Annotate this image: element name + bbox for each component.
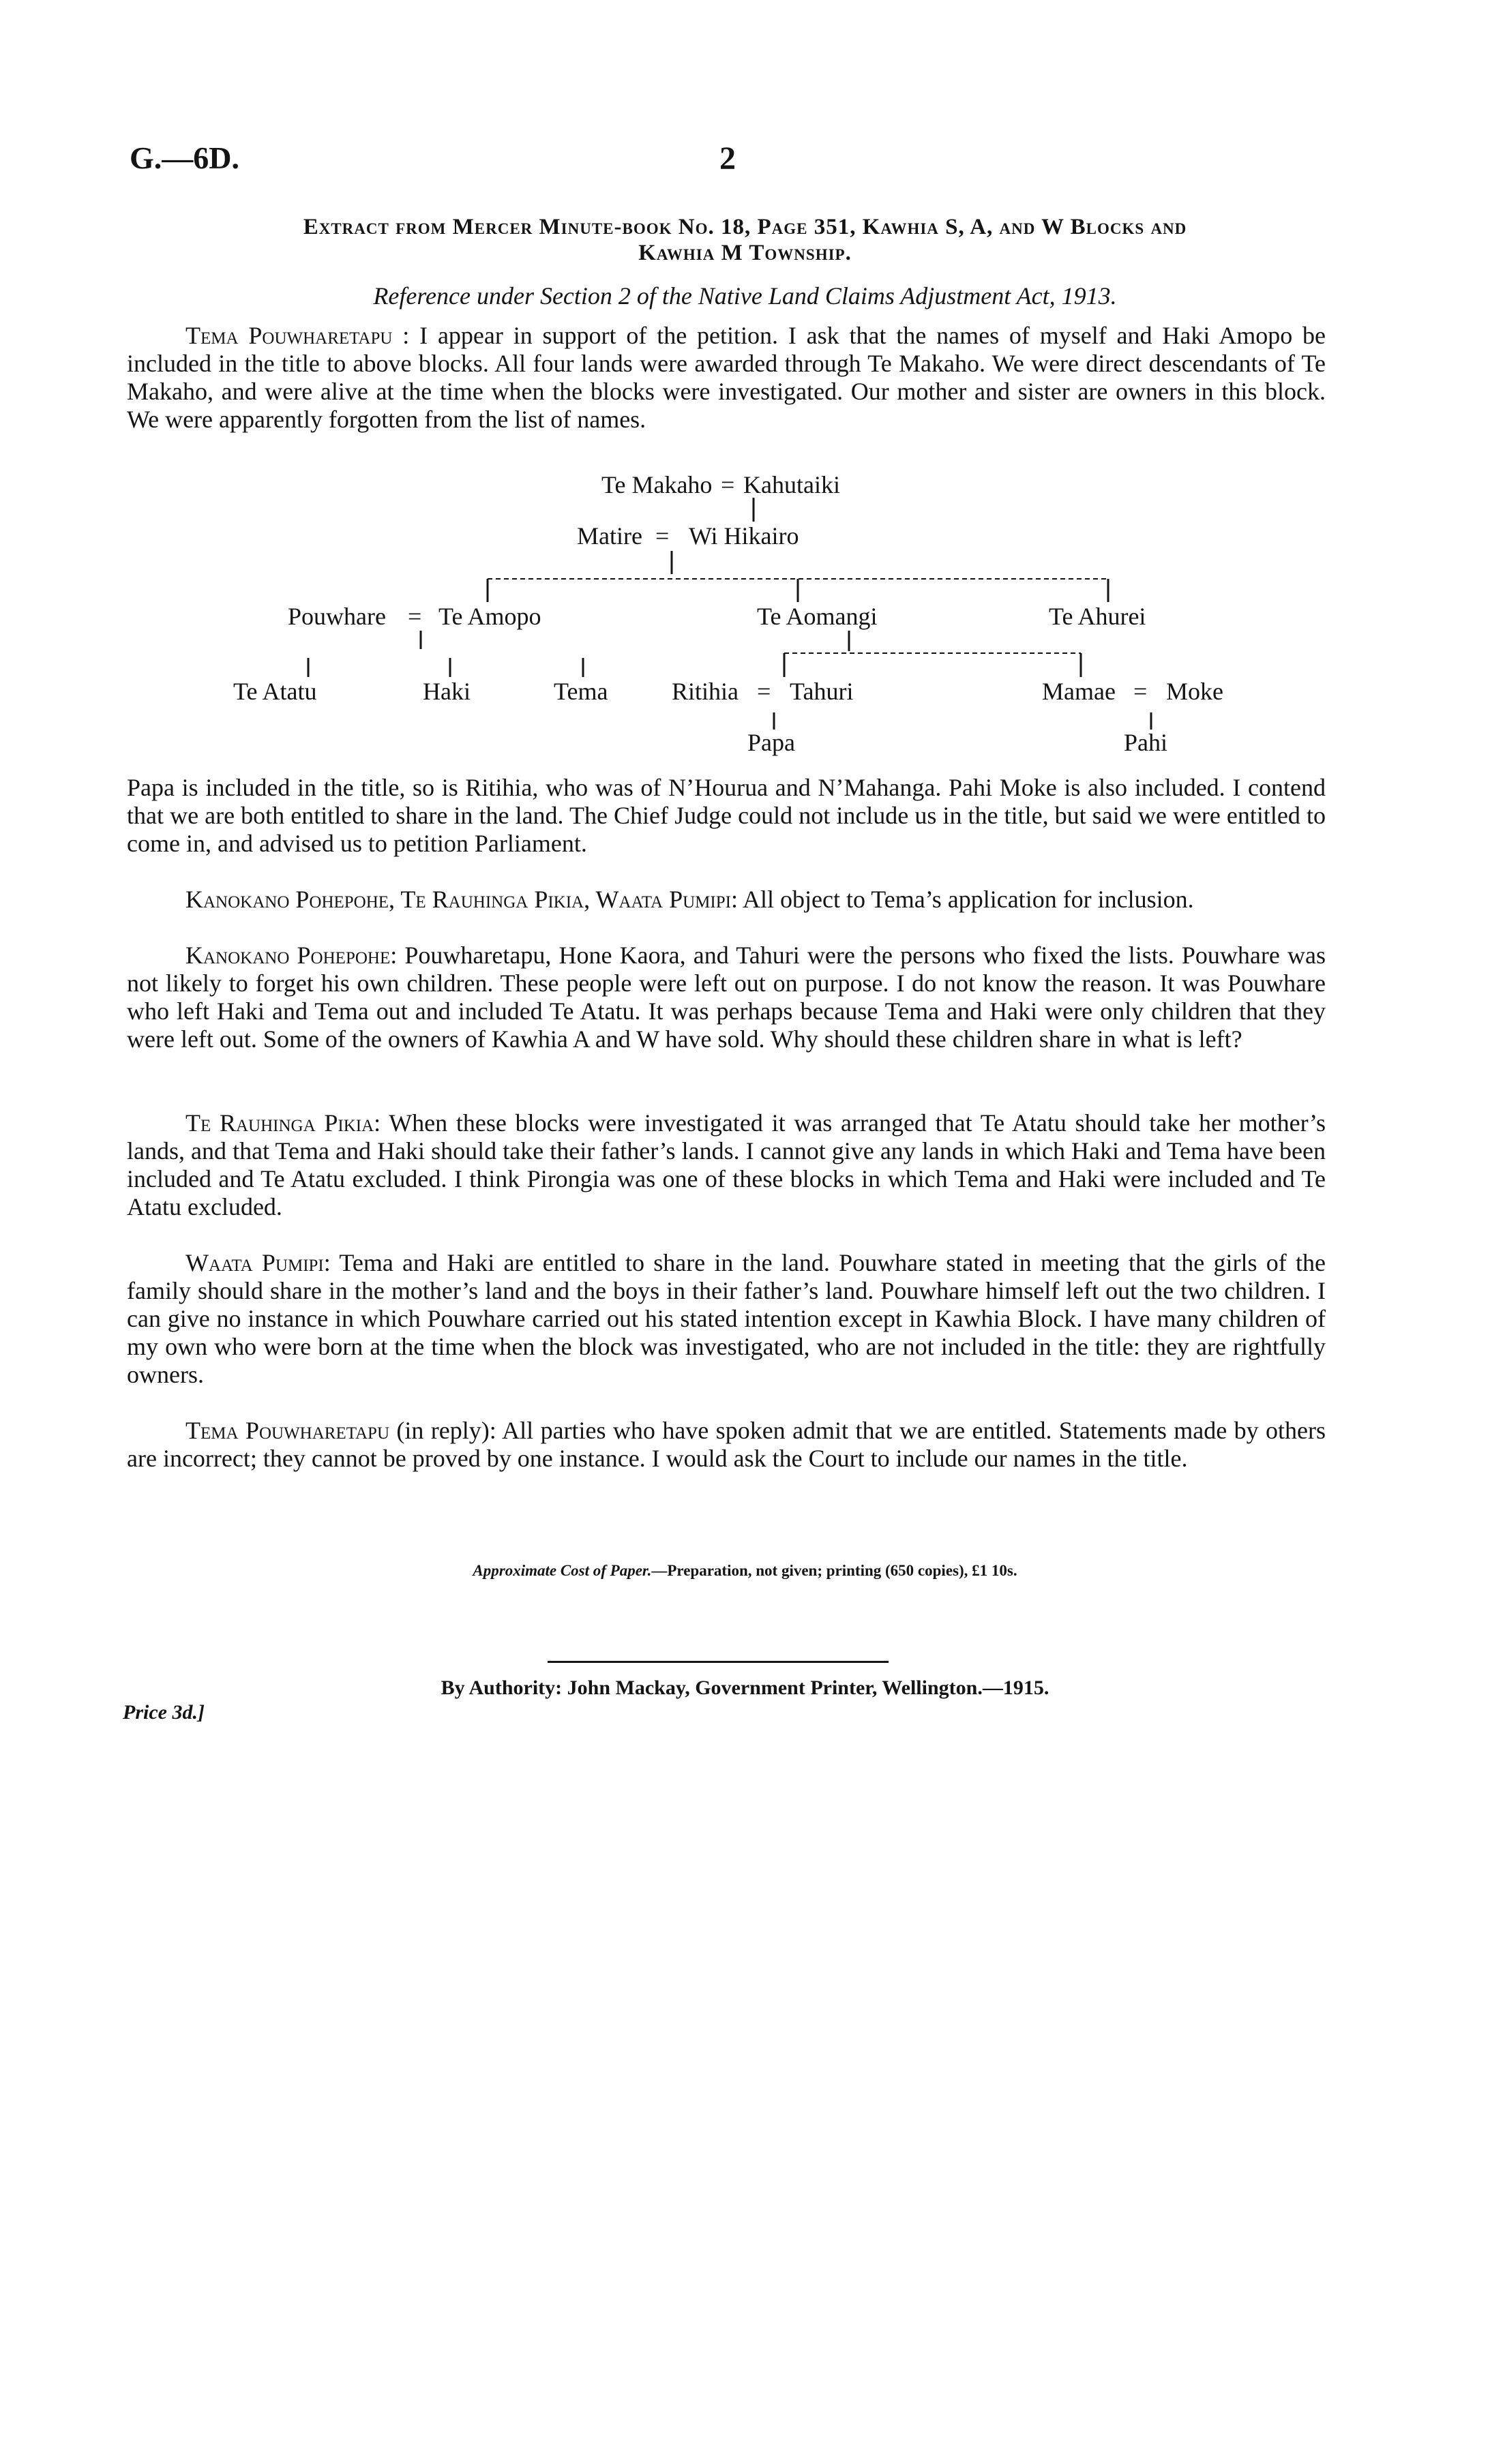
genealogy-te-aomangi: Te Aomangi: [757, 603, 878, 630]
genealogy-equals: =: [721, 471, 735, 498]
cost-text: —Preparation, not given; printing (650 copies), £1 10s.: [651, 1562, 1017, 1579]
speaker-name: Waata Pumipi: [185, 1249, 324, 1276]
paragraph-text: : When these blocks were investigated it was arranged that Te Atatu should take her mother’s lands, and that Tema and Haki should take their father’s lands. I cannot give any lands in which Haki and Tema have been included and Te Atatu excluded. I think Pirongia was one of these blocks in which Tema and Haki were included and Te Atatu excluded.: [127, 1109, 1326, 1220]
paragraph-text: (in reply): All parties who have spoken admit that we are entitled. Statements made by others are incorrect; they cannot be proved by one instance. I would ask the Court to include our names in the title.: [127, 1417, 1326, 1472]
paragraph-text: : Tema and Haki are entitled to share in the land. Pouwhare stated in meeting that the girls of the family should share in the mother’s land and the boys in their father’s land. Pouwhare himself left out the two children. I can give no instance in which Pouwhare carried out his stated intention except in Kawhia Block. I have many children of my own who were born at the time when the block was investigated, who are not included in the title: they are rightfully owners.: [127, 1249, 1326, 1388]
paragraph-7: [127, 1417, 1326, 1473]
genealogy-te-makaho: Te Makaho: [601, 471, 713, 498]
genealogy-tema: Tema: [554, 678, 608, 705]
document-reference: G.—6D.: [130, 140, 239, 175]
cost-label: Approximate Cost of Paper.: [473, 1562, 652, 1579]
price-label: Price 3d.]: [123, 1701, 205, 1724]
genealogy-equals: =: [1133, 678, 1148, 705]
reference-line: Reference under Section 2 of the Native Land Claims Adjustment Act, 1913.: [373, 282, 1117, 310]
speaker-name: Te Rauhinga Pikia: [185, 1109, 374, 1137]
genealogy-te-amopo: Te Amopo: [438, 603, 541, 630]
genealogy-mamae: Mamae: [1042, 678, 1116, 705]
genealogy-te-ahurei: Te Ahurei: [1049, 603, 1146, 630]
genealogy-kahutaiki: Kahutaiki: [743, 471, 840, 498]
genealogy-moke: Moke: [1166, 678, 1223, 705]
speaker-name: Kanokano Pohepohe, Te Rauhinga Pikia, Waata Pumipi: [185, 886, 731, 913]
genealogy-papa: Papa: [747, 729, 795, 756]
paragraph-text: : I appear in support of the petition. I ask that the names of myself and Haki Amopo be included in the title to above blocks. All four lands were awarded through Te Makaho. We were direct descendants of Te Makaho, and were alive at the time when the blocks were investigated. Our mother and sister are owners in this block. We were apparently forgotten from the list of names.: [127, 322, 1326, 433]
speaker-name: Tema Pouwharetapu: [185, 322, 393, 349]
genealogy-lines: [0, 0, 1490, 770]
genealogy-tahuri: Tahuri: [790, 678, 854, 705]
paragraph-3: [127, 886, 1326, 914]
genealogy-equals: =: [655, 522, 670, 550]
genealogy-haki: Haki: [423, 678, 471, 705]
genealogy-matire: Matire: [577, 522, 642, 550]
genealogy-equals: =: [408, 603, 422, 630]
genealogy-wi-hikairo: Wi Hikairo: [689, 522, 799, 550]
cost-note: [123, 1562, 1367, 1580]
speaker-name: Tema Pouwharetapu: [185, 1417, 390, 1444]
paragraph-text: : Pouwharetapu, Hone Kaora, and Tahuri were the persons who fixed the lists. Pouwhare was not likely to forget his own children. These people were left out on purpose. I do not know the reason. It was Pouwhare who left Haki and Tema out and included Te Atatu. It was perhaps because Tema and Haki were only children that they were left out. Some of the owners of Kawhia A and W have sold. Why should these children share in what is left?: [127, 942, 1326, 1053]
paragraph-2: [127, 774, 1326, 858]
paragraph-4: [127, 942, 1326, 1053]
genealogy-pouwhare: Pouwhare: [288, 603, 386, 630]
footer-rule: [548, 1661, 889, 1663]
paragraph-6: [127, 1249, 1326, 1389]
authority-line: By Authority: John Mackay, Government Printer, Wellington.—1915.: [441, 1677, 1049, 1699]
title-line-1: Extract from Mercer Minute-book No. 18, Page 351, Kawhia S, A, and W Blocks and: [303, 215, 1187, 239]
genealogy-ritihia: Ritihia: [672, 678, 739, 705]
paragraph-text: : All object to Tema’s application for inclusion.: [730, 886, 1194, 913]
paragraph-text: Papa is included in the title, so is Ritihia, who was of N’Hourua and N’Mahanga. Pahi Moke is also included. I contend that we are both entitled to share in the land. The Chief Judge could not include us in the title, but said we were entitled to come in, and advised us to petition Parliament.: [127, 774, 1326, 857]
page-number: 2: [719, 140, 736, 177]
speaker-name: Kanokano Pohepohe: [185, 942, 391, 969]
title-line-2: Kawhia M Township.: [638, 241, 852, 265]
paragraph-5: [127, 1109, 1326, 1221]
genealogy-equals: =: [757, 678, 771, 705]
genealogy-pahi: Pahi: [1124, 729, 1168, 756]
genealogy-te-atatu: Te Atatu: [233, 678, 317, 705]
